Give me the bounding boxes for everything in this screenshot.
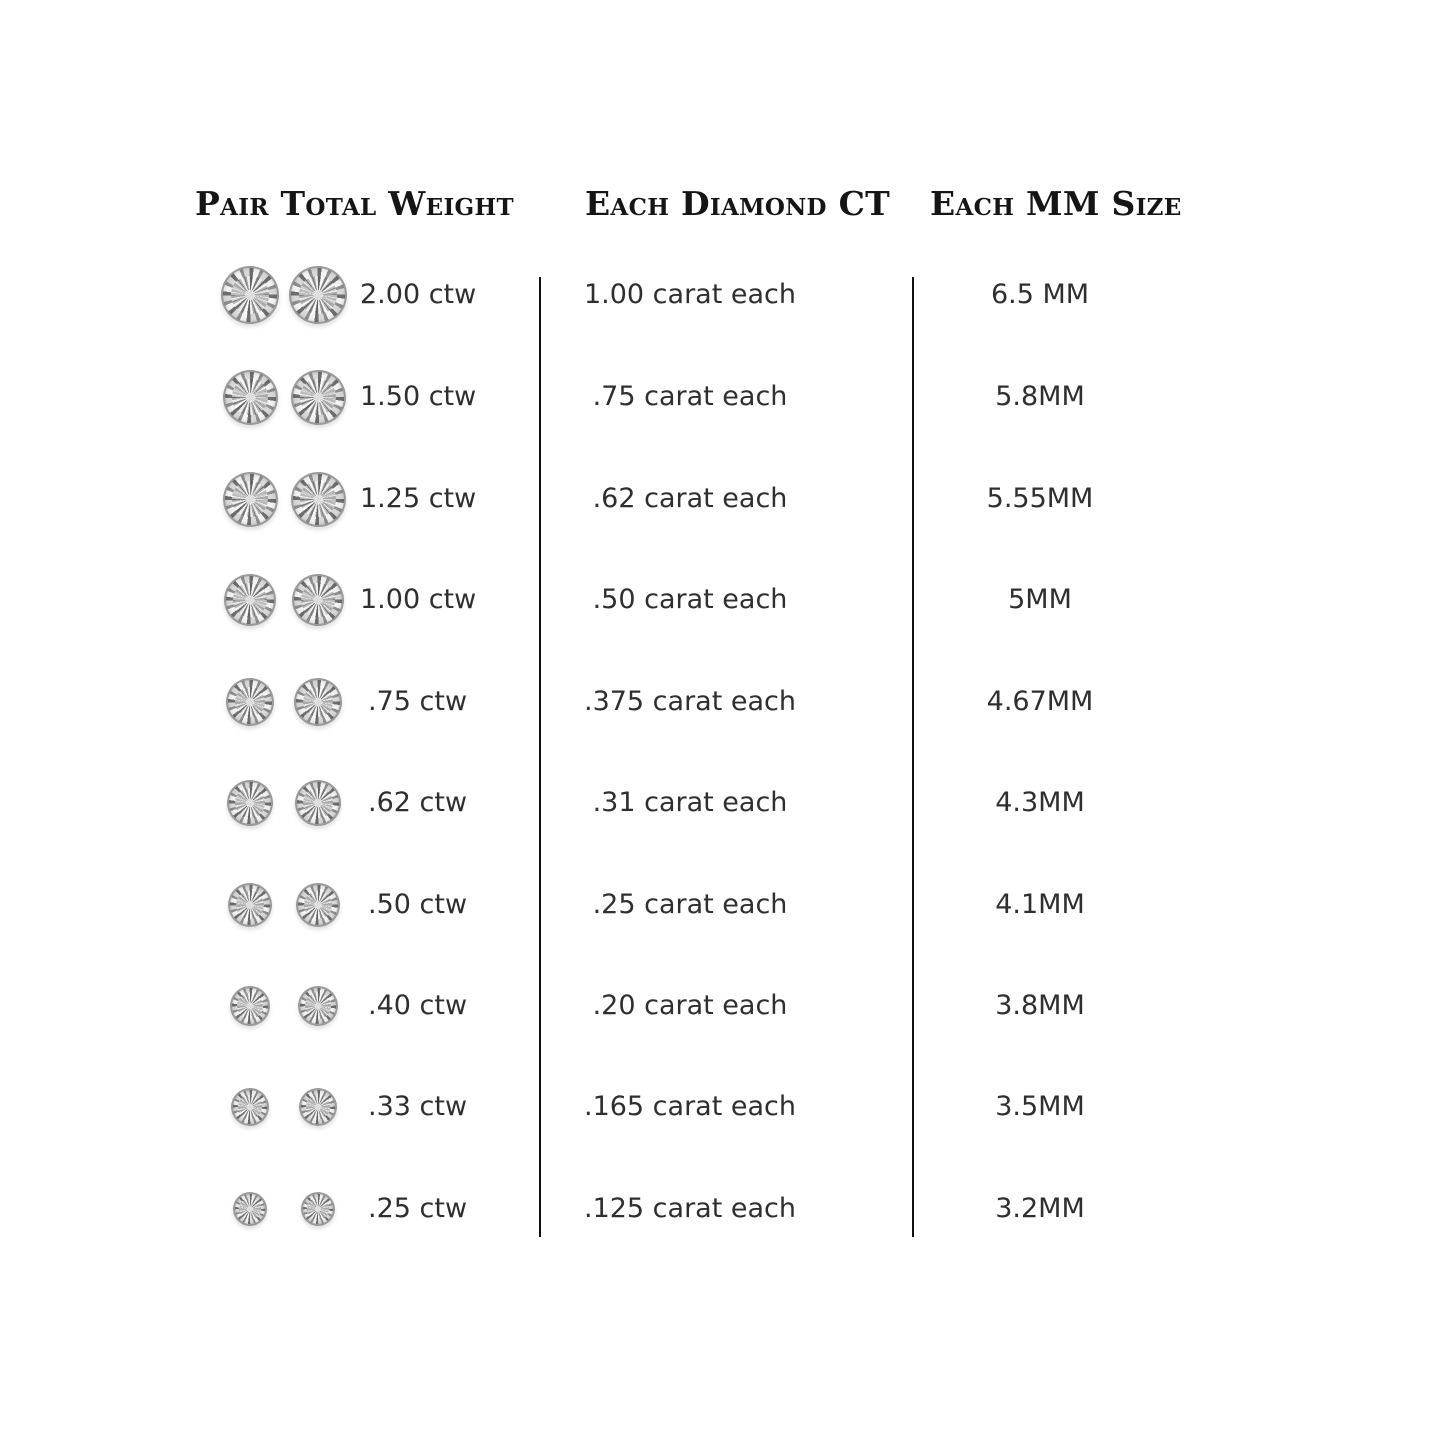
each-mm-size-value: 3.8MM xyxy=(995,990,1085,1021)
pair-total-weight-value: .62 ctw xyxy=(368,787,468,818)
round-diamond-stud-icon xyxy=(228,883,272,927)
size-row xyxy=(0,367,1445,427)
each-diamond-ct-value: .50 carat each xyxy=(592,584,788,615)
pair-total-weight-value: 1.00 ctw xyxy=(360,584,477,615)
round-diamond-stud-icon xyxy=(291,370,346,425)
pair-total-weight-value: .75 ctw xyxy=(368,686,468,717)
each-mm-size-value: 5.55MM xyxy=(986,483,1094,514)
size-row xyxy=(0,570,1445,630)
each-diamond-ct-value: .125 carat each xyxy=(583,1193,797,1224)
round-diamond-stud-icon xyxy=(292,574,344,626)
each-diamond-ct-value: .25 carat each xyxy=(592,889,788,920)
round-diamond-stud-icon xyxy=(296,883,340,927)
each-mm-size-value: 5MM xyxy=(1008,584,1072,615)
pair-total-weight-value: .25 ctw xyxy=(368,1193,468,1224)
header-pair-total-weight: Pair Total Weight xyxy=(195,184,514,223)
each-mm-size-value: 4.67MM xyxy=(986,686,1094,717)
each-mm-size-value: 4.3MM xyxy=(995,787,1085,818)
round-diamond-stud-icon xyxy=(226,678,274,726)
header-each-mm-size: Each MM Size xyxy=(930,184,1182,223)
each-mm-size-value: 6.5 MM xyxy=(990,279,1090,310)
pair-total-weight-value: .50 ctw xyxy=(368,889,468,920)
round-diamond-stud-icon xyxy=(299,1088,337,1126)
round-diamond-stud-icon xyxy=(231,1088,269,1126)
size-row xyxy=(0,773,1445,833)
round-diamond-stud-icon xyxy=(221,266,279,324)
round-diamond-stud-icon xyxy=(301,1192,335,1226)
size-row xyxy=(0,976,1445,1036)
size-row xyxy=(0,469,1445,529)
round-diamond-stud-icon xyxy=(289,266,347,324)
round-diamond-stud-icon xyxy=(224,574,276,626)
pair-total-weight-value: 1.25 ctw xyxy=(360,483,477,514)
each-diamond-ct-value: .165 carat each xyxy=(583,1091,797,1122)
each-mm-size-value: 3.2MM xyxy=(995,1193,1085,1224)
each-diamond-ct-value: .62 carat each xyxy=(592,483,788,514)
size-row xyxy=(0,265,1445,325)
round-diamond-stud-icon xyxy=(298,986,338,1026)
round-diamond-stud-icon xyxy=(233,1192,267,1226)
pair-total-weight-value: 1.50 ctw xyxy=(360,381,477,412)
round-diamond-stud-icon xyxy=(291,472,346,527)
each-diamond-ct-value: 1.00 carat each xyxy=(583,279,797,310)
round-diamond-stud-icon xyxy=(223,370,278,425)
each-diamond-ct-value: .31 carat each xyxy=(592,787,788,818)
pair-total-weight-value: .40 ctw xyxy=(368,990,468,1021)
each-mm-size-value: 5.8MM xyxy=(995,381,1085,412)
round-diamond-stud-icon xyxy=(230,986,270,1026)
round-diamond-stud-icon xyxy=(227,780,273,826)
header-each-diamond-ct: Each Diamond CT xyxy=(584,184,891,223)
size-row xyxy=(0,672,1445,732)
round-diamond-stud-icon xyxy=(294,678,342,726)
each-mm-size-value: 3.5MM xyxy=(995,1091,1085,1122)
pair-total-weight-value: 2.00 ctw xyxy=(360,279,477,310)
each-diamond-ct-value: .75 carat each xyxy=(592,381,788,412)
size-row xyxy=(0,875,1445,935)
each-mm-size-value: 4.1MM xyxy=(995,889,1085,920)
round-diamond-stud-icon xyxy=(295,780,341,826)
size-row xyxy=(0,1077,1445,1137)
each-diamond-ct-value: .375 carat each xyxy=(583,686,797,717)
each-diamond-ct-value: .20 carat each xyxy=(592,990,788,1021)
round-diamond-stud-icon xyxy=(223,472,278,527)
size-row xyxy=(0,1179,1445,1239)
pair-total-weight-value: .33 ctw xyxy=(368,1091,468,1122)
